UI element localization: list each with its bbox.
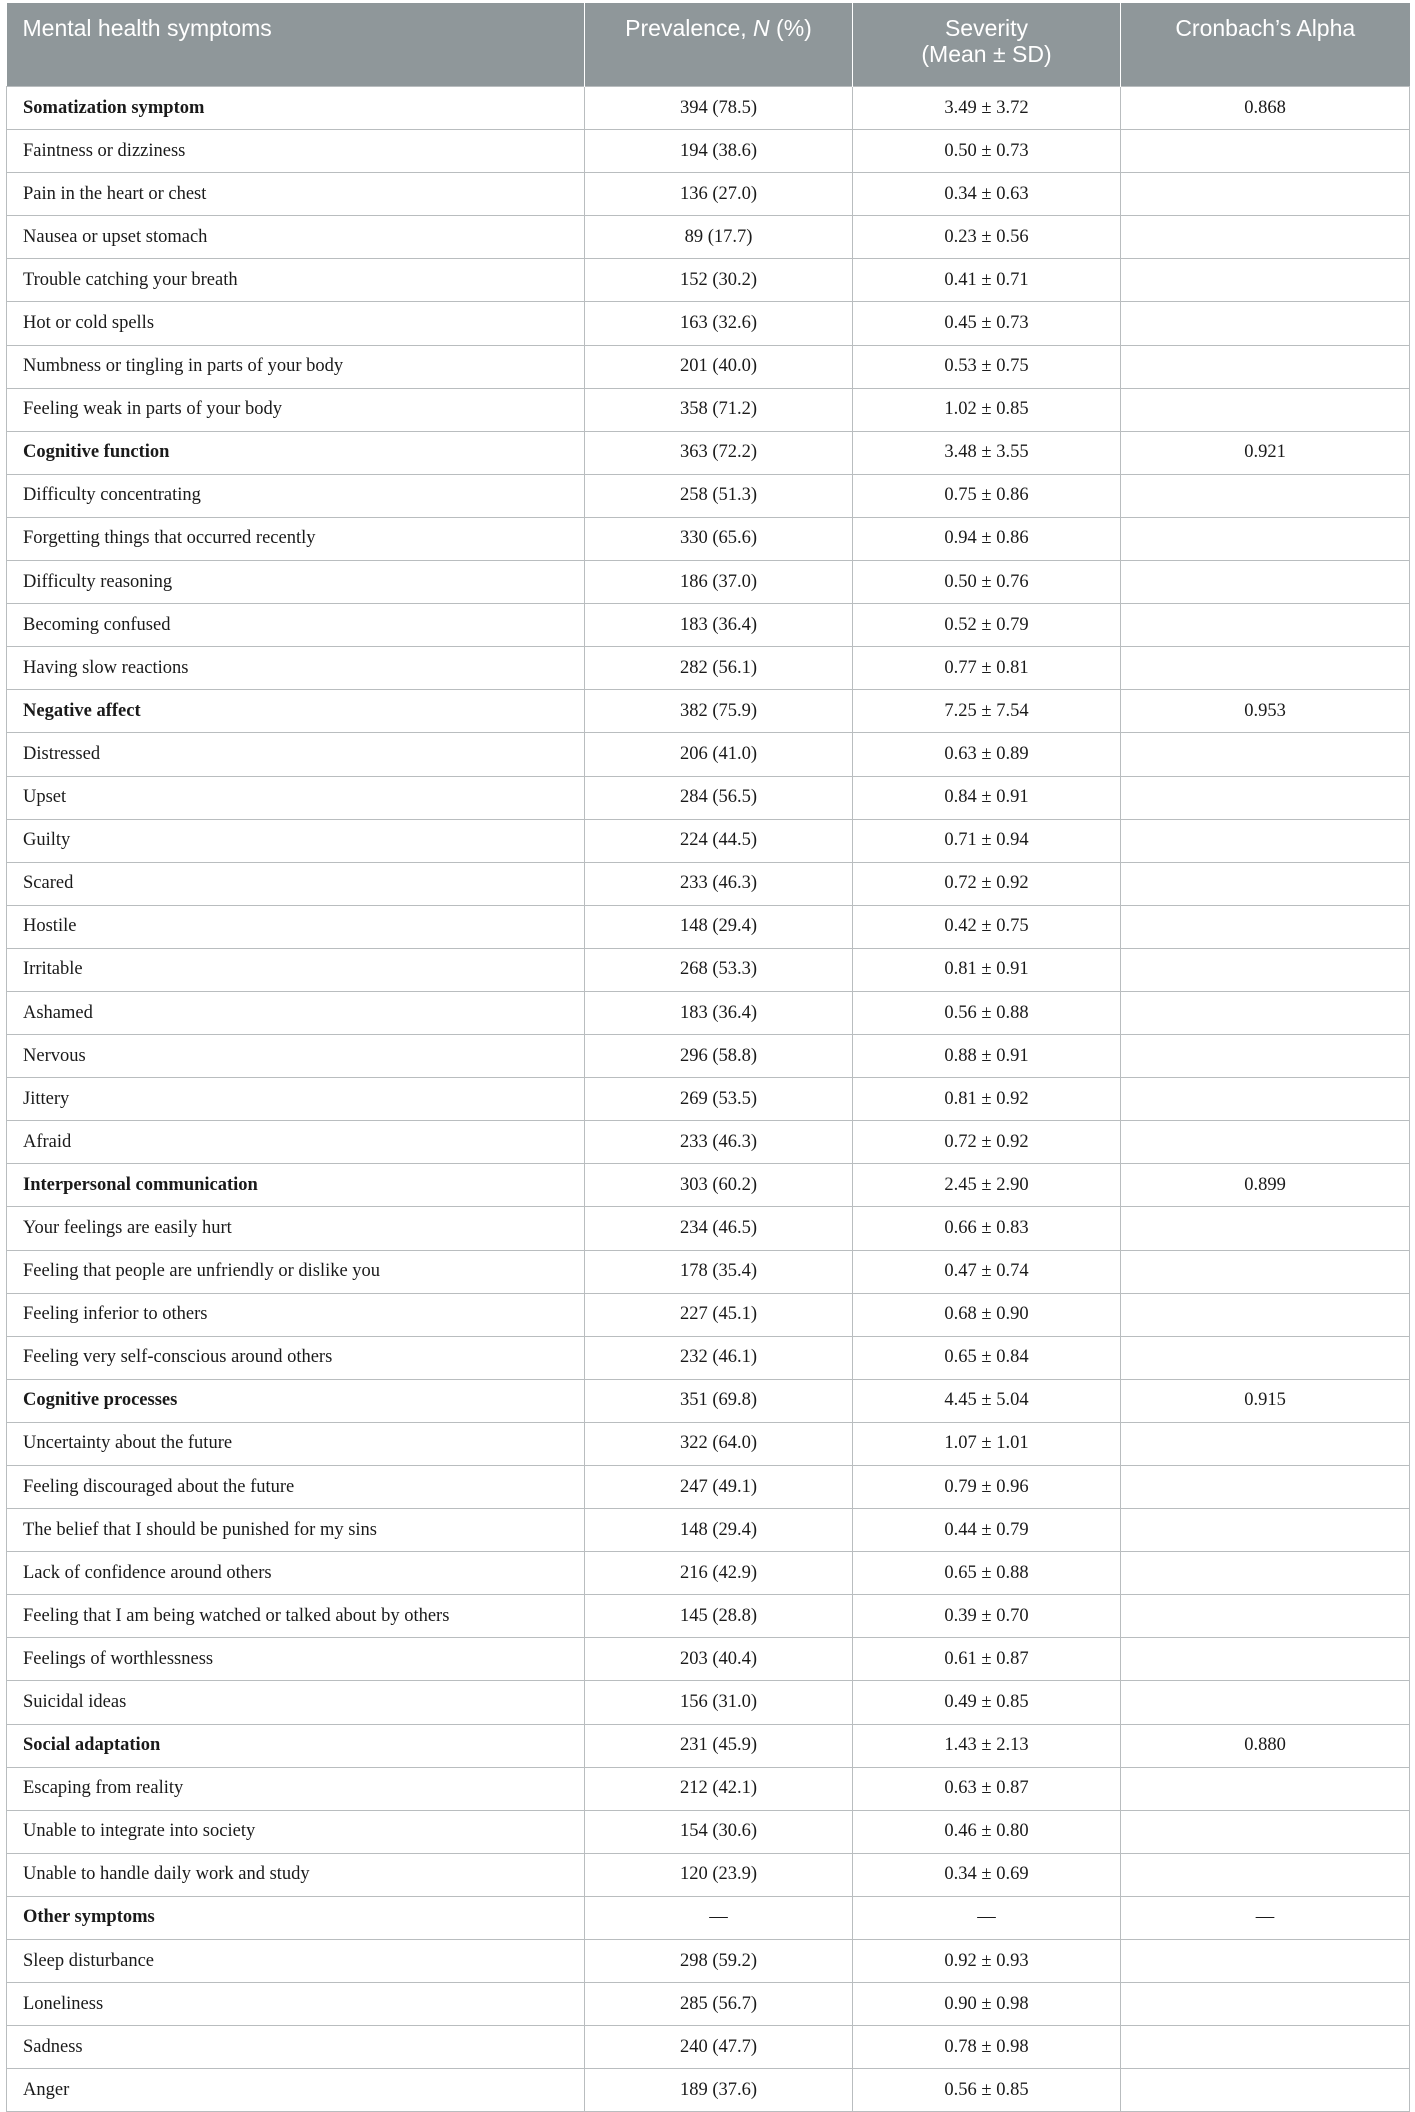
symptoms-table xyxy=(6,3,1410,2112)
cell-prevalence: 268 (53.3) xyxy=(585,948,853,991)
cell-severity: 1.43 ± 2.13 xyxy=(853,1724,1121,1767)
table-row xyxy=(7,733,1410,776)
table-row xyxy=(7,1983,1410,2026)
cell-symptom: Lack of confidence around others xyxy=(7,1552,585,1595)
cell-prevalence: 136 (27.0) xyxy=(585,173,853,216)
cell-cronbach-alpha xyxy=(1121,561,1410,604)
cell-severity: 3.49 ± 3.72 xyxy=(853,87,1121,130)
cell-severity: 1.02 ± 0.85 xyxy=(853,388,1121,431)
cell-cronbach-alpha xyxy=(1121,1035,1410,1078)
cell-severity: 0.72 ± 0.92 xyxy=(853,1121,1121,1164)
cell-prevalence: 145 (28.8) xyxy=(585,1595,853,1638)
table-row xyxy=(7,604,1410,647)
cell-symptom: Interpersonal communication xyxy=(7,1164,585,1207)
cell-severity: 0.50 ± 0.73 xyxy=(853,130,1121,173)
table-group-row xyxy=(7,1379,1410,1422)
table-row xyxy=(7,1250,1410,1293)
cell-symptom: Somatization symptom xyxy=(7,87,585,130)
cell-severity: 0.34 ± 0.63 xyxy=(853,173,1121,216)
cell-symptom: Sleep disturbance xyxy=(7,1940,585,1983)
cell-symptom: Afraid xyxy=(7,1121,585,1164)
cell-cronbach-alpha xyxy=(1121,1853,1410,1896)
cell-prevalence: 194 (38.6) xyxy=(585,130,853,173)
cell-cronbach-alpha xyxy=(1121,173,1410,216)
cell-symptom: Jittery xyxy=(7,1078,585,1121)
cell-severity: 0.47 ± 0.74 xyxy=(853,1250,1121,1293)
cell-severity: 0.81 ± 0.92 xyxy=(853,1078,1121,1121)
cell-severity: 0.52 ± 0.79 xyxy=(853,604,1121,647)
cell-symptom: The belief that I should be punished for my sins xyxy=(7,1509,585,1552)
cell-prevalence: — xyxy=(585,1896,853,1939)
cell-symptom: Difficulty reasoning xyxy=(7,561,585,604)
cell-cronbach-alpha xyxy=(1121,1767,1410,1810)
table-row xyxy=(7,1207,1410,1250)
cell-prevalence: 154 (30.6) xyxy=(585,1810,853,1853)
cell-prevalence: 183 (36.4) xyxy=(585,991,853,1034)
cell-severity: 0.34 ± 0.69 xyxy=(853,1853,1121,1896)
cell-symptom: Unable to integrate into society xyxy=(7,1810,585,1853)
cell-severity: 0.71 ± 0.94 xyxy=(853,819,1121,862)
cell-symptom: Forgetting things that occurred recently xyxy=(7,517,585,560)
cell-severity: 0.77 ± 0.81 xyxy=(853,647,1121,690)
cell-symptom: Trouble catching your breath xyxy=(7,259,585,302)
table-group-row xyxy=(7,431,1410,474)
table-row xyxy=(7,259,1410,302)
cell-symptom: Difficulty concentrating xyxy=(7,474,585,517)
cell-symptom: Faintness or dizziness xyxy=(7,130,585,173)
cell-cronbach-alpha xyxy=(1121,474,1410,517)
cell-prevalence: 216 (42.9) xyxy=(585,1552,853,1595)
cell-cronbach-alpha xyxy=(1121,1638,1410,1681)
cell-prevalence: 227 (45.1) xyxy=(585,1293,853,1336)
cell-severity: 0.65 ± 0.88 xyxy=(853,1552,1121,1595)
cell-severity: 4.45 ± 5.04 xyxy=(853,1379,1121,1422)
table-row xyxy=(7,1293,1410,1336)
table-row xyxy=(7,905,1410,948)
cell-prevalence: 282 (56.1) xyxy=(585,647,853,690)
cell-prevalence: 382 (75.9) xyxy=(585,690,853,733)
table-row xyxy=(7,1035,1410,1078)
cell-severity: 0.90 ± 0.98 xyxy=(853,1983,1121,2026)
cell-prevalence: 148 (29.4) xyxy=(585,905,853,948)
cell-cronbach-alpha: 0.868 xyxy=(1121,87,1410,130)
cell-symptom: Unable to handle daily work and study xyxy=(7,1853,585,1896)
cell-symptom: Feeling weak in parts of your body xyxy=(7,388,585,431)
cell-cronbach-alpha xyxy=(1121,1940,1410,1983)
cell-symptom: Loneliness xyxy=(7,1983,585,2026)
table-row xyxy=(7,474,1410,517)
cell-prevalence: 363 (72.2) xyxy=(585,431,853,474)
cell-prevalence: 258 (51.3) xyxy=(585,474,853,517)
table-row xyxy=(7,517,1410,560)
table-group-row xyxy=(7,690,1410,733)
cell-cronbach-alpha xyxy=(1121,1552,1410,1595)
table-row xyxy=(7,1595,1410,1638)
cell-cronbach-alpha xyxy=(1121,905,1410,948)
cell-cronbach-alpha: 0.921 xyxy=(1121,431,1410,474)
table-row xyxy=(7,1940,1410,1983)
table-group-row xyxy=(7,1164,1410,1207)
cell-prevalence: 186 (37.0) xyxy=(585,561,853,604)
cell-cronbach-alpha xyxy=(1121,388,1410,431)
cell-symptom: Sadness xyxy=(7,2026,585,2069)
table-row xyxy=(7,1681,1410,1724)
cell-prevalence: 247 (49.1) xyxy=(585,1466,853,1509)
cell-symptom: Cognitive processes xyxy=(7,1379,585,1422)
table-row xyxy=(7,2026,1410,2069)
table-row xyxy=(7,991,1410,1034)
header-prevalence xyxy=(585,3,853,87)
table-row xyxy=(7,948,1410,991)
cell-severity: 0.23 ± 0.56 xyxy=(853,216,1121,259)
cell-cronbach-alpha xyxy=(1121,1509,1410,1552)
cell-cronbach-alpha xyxy=(1121,1681,1410,1724)
cell-symptom: Suicidal ideas xyxy=(7,1681,585,1724)
table-row xyxy=(7,1767,1410,1810)
cell-cronbach-alpha xyxy=(1121,991,1410,1034)
table-row xyxy=(7,1336,1410,1379)
cell-severity: 0.49 ± 0.85 xyxy=(853,1681,1121,1724)
cell-prevalence: 284 (56.5) xyxy=(585,776,853,819)
cell-cronbach-alpha xyxy=(1121,1336,1410,1379)
table-row xyxy=(7,345,1410,388)
cell-prevalence: 351 (69.8) xyxy=(585,1379,853,1422)
cell-cronbach-alpha: 0.880 xyxy=(1121,1724,1410,1767)
cell-severity: 0.94 ± 0.86 xyxy=(853,517,1121,560)
cell-prevalence: 224 (44.5) xyxy=(585,819,853,862)
cell-cronbach-alpha xyxy=(1121,216,1410,259)
symptoms-table-container xyxy=(6,3,1409,2112)
cell-severity: 0.63 ± 0.89 xyxy=(853,733,1121,776)
cell-cronbach-alpha: 0.899 xyxy=(1121,1164,1410,1207)
cell-cronbach-alpha xyxy=(1121,1595,1410,1638)
cell-cronbach-alpha xyxy=(1121,733,1410,776)
cell-prevalence: 212 (42.1) xyxy=(585,1767,853,1810)
cell-severity: 0.56 ± 0.85 xyxy=(853,2069,1121,2112)
cell-symptom: Negative affect xyxy=(7,690,585,733)
table-row xyxy=(7,862,1410,905)
table-row xyxy=(7,1638,1410,1681)
cell-symptom: Having slow reactions xyxy=(7,647,585,690)
cell-prevalence: 120 (23.9) xyxy=(585,1853,853,1896)
cell-symptom: Escaping from reality xyxy=(7,1767,585,1810)
cell-severity: 0.92 ± 0.93 xyxy=(853,1940,1121,1983)
cell-symptom: Irritable xyxy=(7,948,585,991)
cell-prevalence: 148 (29.4) xyxy=(585,1509,853,1552)
cell-symptom: Feeling inferior to others xyxy=(7,1293,585,1336)
cell-symptom: Guilty xyxy=(7,819,585,862)
header-prevalence-suffix: (%) xyxy=(769,15,812,41)
cell-prevalence: 298 (59.2) xyxy=(585,1940,853,1983)
cell-severity: — xyxy=(853,1896,1121,1939)
table-row xyxy=(7,2069,1410,2112)
cell-cronbach-alpha xyxy=(1121,1983,1410,2026)
cell-cronbach-alpha: 0.915 xyxy=(1121,1379,1410,1422)
cell-cronbach-alpha xyxy=(1121,1250,1410,1293)
cell-symptom: Cognitive function xyxy=(7,431,585,474)
cell-symptom: Nervous xyxy=(7,1035,585,1078)
table-row xyxy=(7,130,1410,173)
cell-severity: 0.84 ± 0.91 xyxy=(853,776,1121,819)
cell-severity: 2.45 ± 2.90 xyxy=(853,1164,1121,1207)
header-symptoms: Mental health symptoms xyxy=(7,3,585,87)
cell-cronbach-alpha xyxy=(1121,130,1410,173)
cell-severity: 0.75 ± 0.86 xyxy=(853,474,1121,517)
cell-prevalence: 206 (41.0) xyxy=(585,733,853,776)
cell-severity: 0.61 ± 0.87 xyxy=(853,1638,1121,1681)
table-row xyxy=(7,1466,1410,1509)
cell-cronbach-alpha xyxy=(1121,2069,1410,2112)
cell-cronbach-alpha xyxy=(1121,2026,1410,2069)
header-cronbach-alpha: Cronbach’s Alpha xyxy=(1121,3,1410,87)
cell-symptom: Uncertainty about the future xyxy=(7,1422,585,1465)
cell-severity: 0.79 ± 0.96 xyxy=(853,1466,1121,1509)
cell-prevalence: 330 (65.6) xyxy=(585,517,853,560)
table-body xyxy=(7,87,1410,2112)
cell-prevalence: 285 (56.7) xyxy=(585,1983,853,2026)
cell-severity: 0.56 ± 0.88 xyxy=(853,991,1121,1034)
cell-symptom: Other symptoms xyxy=(7,1896,585,1939)
cell-symptom: Your feelings are easily hurt xyxy=(7,1207,585,1250)
cell-cronbach-alpha xyxy=(1121,302,1410,345)
cell-prevalence: 234 (46.5) xyxy=(585,1207,853,1250)
cell-symptom: Anger xyxy=(7,2069,585,2112)
cell-severity: 0.68 ± 0.90 xyxy=(853,1293,1121,1336)
cell-severity: 1.07 ± 1.01 xyxy=(853,1422,1121,1465)
cell-prevalence: 358 (71.2) xyxy=(585,388,853,431)
cell-cronbach-alpha xyxy=(1121,517,1410,560)
table-row xyxy=(7,1853,1410,1896)
cell-severity: 0.39 ± 0.70 xyxy=(853,1595,1121,1638)
cell-cronbach-alpha xyxy=(1121,345,1410,388)
cell-severity: 7.25 ± 7.54 xyxy=(853,690,1121,733)
header-severity-line1: Severity xyxy=(944,15,1029,41)
cell-prevalence: 89 (17.7) xyxy=(585,216,853,259)
cell-symptom: Feelings of worthlessness xyxy=(7,1638,585,1681)
cell-severity: 0.53 ± 0.75 xyxy=(853,345,1121,388)
table-row xyxy=(7,819,1410,862)
cell-severity: 0.50 ± 0.76 xyxy=(853,561,1121,604)
cell-prevalence: 201 (40.0) xyxy=(585,345,853,388)
cell-cronbach-alpha xyxy=(1121,776,1410,819)
cell-cronbach-alpha xyxy=(1121,862,1410,905)
cell-symptom: Social adaptation xyxy=(7,1724,585,1767)
cell-severity: 0.78 ± 0.98 xyxy=(853,2026,1121,2069)
cell-cronbach-alpha xyxy=(1121,604,1410,647)
cell-prevalence: 152 (30.2) xyxy=(585,259,853,302)
cell-prevalence: 183 (36.4) xyxy=(585,604,853,647)
cell-prevalence: 231 (45.9) xyxy=(585,1724,853,1767)
cell-severity: 0.63 ± 0.87 xyxy=(853,1767,1121,1810)
cell-prevalence: 233 (46.3) xyxy=(585,862,853,905)
header-prevalence-n: N xyxy=(753,15,770,41)
cell-symptom: Hostile xyxy=(7,905,585,948)
table-row xyxy=(7,647,1410,690)
header-severity-line2: (Mean ± SD) xyxy=(921,41,1052,67)
cell-prevalence: 163 (32.6) xyxy=(585,302,853,345)
cell-cronbach-alpha xyxy=(1121,1466,1410,1509)
cell-prevalence: 233 (46.3) xyxy=(585,1121,853,1164)
cell-symptom: Scared xyxy=(7,862,585,905)
header-severity xyxy=(853,3,1121,87)
cell-cronbach-alpha: 0.953 xyxy=(1121,690,1410,733)
table-row xyxy=(7,776,1410,819)
cell-symptom: Upset xyxy=(7,776,585,819)
cell-severity: 0.81 ± 0.91 xyxy=(853,948,1121,991)
table-row xyxy=(7,1422,1410,1465)
cell-prevalence: 322 (64.0) xyxy=(585,1422,853,1465)
cell-severity: 0.41 ± 0.71 xyxy=(853,259,1121,302)
table-row xyxy=(7,1552,1410,1595)
cell-cronbach-alpha xyxy=(1121,259,1410,302)
table-header xyxy=(7,3,1410,87)
table-row xyxy=(7,1078,1410,1121)
cell-symptom: Feeling discouraged about the future xyxy=(7,1466,585,1509)
cell-symptom: Feeling very self-conscious around others xyxy=(7,1336,585,1379)
table-row xyxy=(7,561,1410,604)
cell-symptom: Hot or cold spells xyxy=(7,302,585,345)
cell-prevalence: 303 (60.2) xyxy=(585,1164,853,1207)
cell-severity: 0.66 ± 0.83 xyxy=(853,1207,1121,1250)
cell-severity: 3.48 ± 3.55 xyxy=(853,431,1121,474)
cell-symptom: Pain in the heart or chest xyxy=(7,173,585,216)
cell-symptom: Numbness or tingling in parts of your body xyxy=(7,345,585,388)
table-row xyxy=(7,1121,1410,1164)
cell-cronbach-alpha xyxy=(1121,948,1410,991)
cell-prevalence: 394 (78.5) xyxy=(585,87,853,130)
cell-prevalence: 156 (31.0) xyxy=(585,1681,853,1724)
cell-cronbach-alpha xyxy=(1121,1422,1410,1465)
cell-symptom: Nausea or upset stomach xyxy=(7,216,585,259)
cell-cronbach-alpha xyxy=(1121,647,1410,690)
table-group-row xyxy=(7,1724,1410,1767)
header-row xyxy=(7,3,1410,87)
cell-cronbach-alpha xyxy=(1121,1121,1410,1164)
table-row xyxy=(7,388,1410,431)
cell-prevalence: 189 (37.6) xyxy=(585,2069,853,2112)
cell-cronbach-alpha: — xyxy=(1121,1896,1410,1939)
table-row xyxy=(7,302,1410,345)
cell-severity: 0.88 ± 0.91 xyxy=(853,1035,1121,1078)
cell-severity: 0.46 ± 0.80 xyxy=(853,1810,1121,1853)
cell-severity: 0.72 ± 0.92 xyxy=(853,862,1121,905)
table-row xyxy=(7,1509,1410,1552)
cell-severity: 0.45 ± 0.73 xyxy=(853,302,1121,345)
cell-prevalence: 178 (35.4) xyxy=(585,1250,853,1293)
cell-symptom: Becoming confused xyxy=(7,604,585,647)
cell-symptom: Ashamed xyxy=(7,991,585,1034)
cell-severity: 0.44 ± 0.79 xyxy=(853,1509,1121,1552)
cell-severity: 0.65 ± 0.84 xyxy=(853,1336,1121,1379)
cell-cronbach-alpha xyxy=(1121,1293,1410,1336)
cell-symptom: Feeling that I am being watched or talked about by others xyxy=(7,1595,585,1638)
table-row xyxy=(7,1810,1410,1853)
table-row xyxy=(7,216,1410,259)
cell-prevalence: 232 (46.1) xyxy=(585,1336,853,1379)
cell-prevalence: 296 (58.8) xyxy=(585,1035,853,1078)
cell-cronbach-alpha xyxy=(1121,1207,1410,1250)
cell-symptom: Feeling that people are unfriendly or dislike you xyxy=(7,1250,585,1293)
header-prevalence-prefix: Prevalence, xyxy=(625,15,754,41)
table-row xyxy=(7,173,1410,216)
table-group-row xyxy=(7,1896,1410,1939)
table-group-row xyxy=(7,87,1410,130)
cell-cronbach-alpha xyxy=(1121,1078,1410,1121)
cell-prevalence: 203 (40.4) xyxy=(585,1638,853,1681)
cell-prevalence: 240 (47.7) xyxy=(585,2026,853,2069)
cell-prevalence: 269 (53.5) xyxy=(585,1078,853,1121)
cell-severity: 0.42 ± 0.75 xyxy=(853,905,1121,948)
cell-cronbach-alpha xyxy=(1121,1810,1410,1853)
cell-symptom: Distressed xyxy=(7,733,585,776)
cell-cronbach-alpha xyxy=(1121,819,1410,862)
